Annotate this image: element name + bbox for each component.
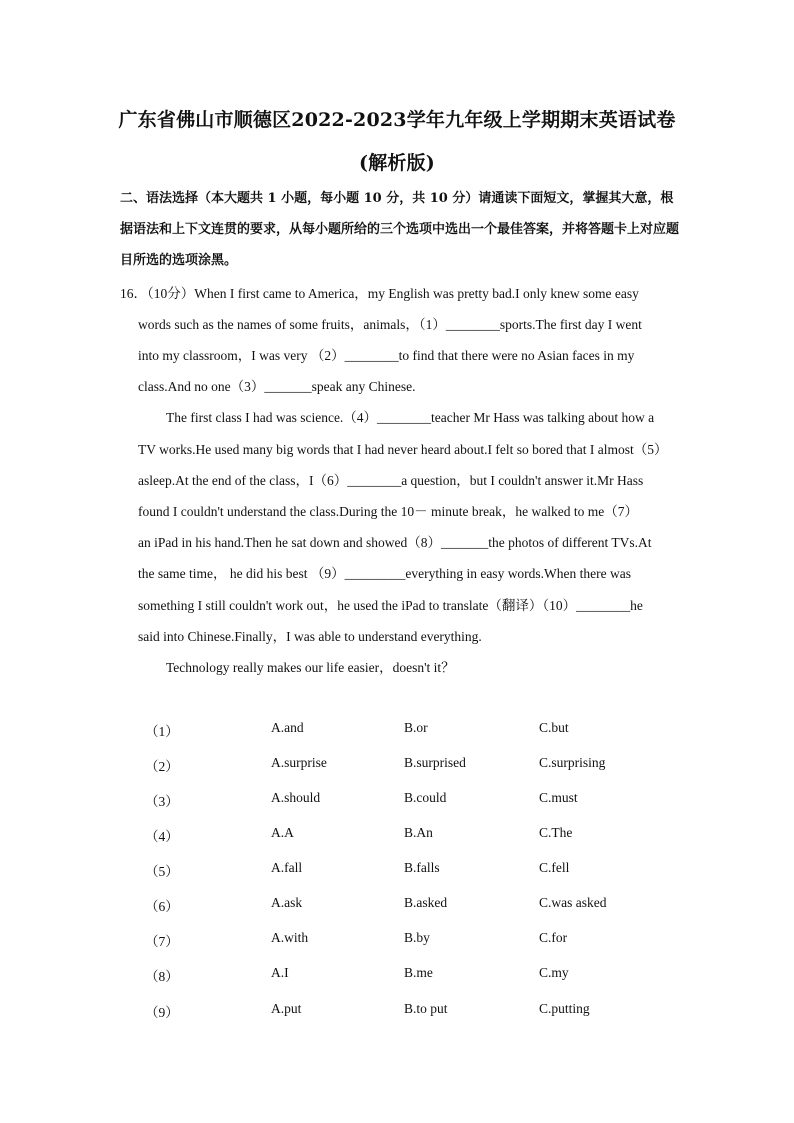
passage-line: into my classroom，I was very （2）________to find that there were no Asian faces in my [138, 348, 635, 363]
option-c: C.fell [539, 860, 570, 875]
option-b: B.asked [404, 895, 448, 910]
option-a: A.put [271, 1001, 302, 1016]
question-number: （9） [145, 1005, 179, 1020]
question-number: （4） [145, 829, 179, 844]
passage-line: something I still couldn't work out，he used the iPad to translate（翻译）（10）________he [138, 598, 643, 613]
option-a: A.I [271, 965, 289, 980]
passage-line: The first class I had was science.（4）________teacher Mr Hass was talking about how a [166, 410, 655, 425]
page-subtitle: (解析版) [359, 152, 435, 174]
option-c: C.my [539, 965, 569, 980]
question-number: （2） [145, 759, 179, 774]
option-a: A.and [271, 720, 304, 735]
question-row [0, 790, 794, 810]
passage-line: said into Chinese.Finally，I was able to understand everything. [138, 629, 482, 644]
question-number: （5） [145, 864, 179, 879]
option-b: B.An [404, 825, 433, 840]
option-a: A.with [271, 930, 309, 945]
option-b: B.to put [404, 1001, 448, 1016]
question-number: （1） [145, 724, 179, 739]
passage-line: TV works.He used many big words that I had never heard about.I felt so bored that I almost（5） [138, 442, 668, 457]
passage-line: class.And no one（3）_______speak any Chinese. [138, 379, 416, 394]
option-c: C.but [539, 720, 569, 735]
passage-line: the same time， he did his best （9）_________everything in easy words.When there was [138, 566, 632, 581]
option-c: C.for [539, 930, 568, 945]
question-row [0, 965, 794, 985]
question-row [0, 860, 794, 880]
passage-line: words such as the names of some fruits，animals，（1）________sports.The first day I went [138, 317, 642, 332]
option-c: C.surprising [539, 755, 606, 770]
option-c: C.was asked [539, 895, 607, 910]
passage-line: an iPad in his hand.Then he sat down and showed（8）_______the photos of different TVs.At [138, 535, 652, 550]
option-a: A.A [271, 825, 294, 840]
option-b: B.could [404, 790, 447, 805]
option-b: B.me [404, 965, 433, 980]
option-c: C.putting [539, 1001, 590, 1016]
option-b: B.by [404, 930, 430, 945]
question-row [0, 720, 794, 740]
passage-line: 16．（10分）When I first came to America，my English was pretty bad.I only knew some easy [120, 286, 639, 301]
option-c: C.The [539, 825, 573, 840]
question-row [0, 825, 794, 845]
question-number: （7） [145, 934, 179, 949]
question-number: （8） [145, 969, 179, 984]
option-a: A.fall [271, 860, 303, 875]
question-row [0, 895, 794, 915]
question-number: （6） [145, 899, 179, 914]
option-a: A.surprise [271, 755, 327, 770]
passage-line: Technology really makes our life easier，doesn't it？ [166, 660, 455, 675]
option-b: B.surprised [404, 755, 466, 770]
passage-line: found I couldn't understand the class.During the 10－ minute break，he walked to me（7） [138, 504, 638, 519]
question-number: （3） [145, 794, 179, 809]
section-instructions: 二、语法选择（本大题共 1 小题，每小题 10 分，共 10 分）请通读下面短文，掌握其大意，根据语法和上下文连贯的要求，从每小题所给的三个选项中选出一个最佳答案，并将答题卡上对应题目所选的选项涂黑。 [120, 191, 680, 268]
option-b: B.falls [404, 860, 440, 875]
option-b: B.or [404, 720, 428, 735]
question-row [0, 755, 794, 775]
option-a: A.ask [271, 895, 303, 910]
option-a: A.should [271, 790, 321, 805]
option-c: C.must [539, 790, 578, 805]
question-row [0, 930, 794, 950]
page-title: 广东省佛山市顺德区2022-2023学年九年级上学期期末英语试卷 [118, 109, 676, 131]
passage-line: asleep.At the end of the class，I（6）________a question，but I couldn't answer it.Mr Hass [138, 473, 644, 488]
question-row [0, 1001, 794, 1021]
